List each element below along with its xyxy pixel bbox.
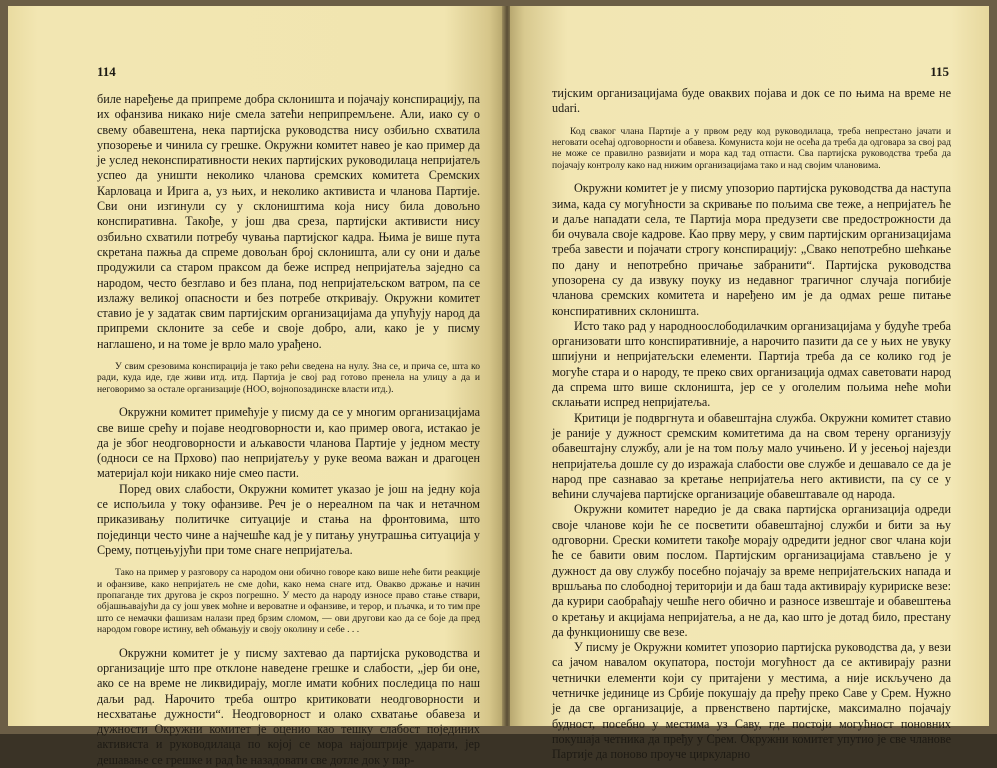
paragraph: Исто тако рад у народноослободилачким организацијама у будуће треба организовати што конспиративније, а нарочито пазити да се у њих не увуку шпијуни и непријатељски елементи. Партија треба да се колико год је могуће стара и о народу, те преко свих организација одмах саветовати народ да спрема што више склоништа, јер се у оголелим пољима неће моћи склањати испред непријатеља.	[552, 318, 951, 410]
paragraph: Окружни комитет је у писму захтевао да партијска руководства и организације што пре отклоне наведене грешке и слабости, „јер би оне, ако се на време не ликвидирају, могле имати кобних последица по наш даљи рад. Нарочито треба оштро критиковати неодговорности и несхватање дужности“. Неодговорност и олако схватање обавеза и дужности Окружни комитет је оценио као тешку слабост појединих активиста и руководилаца по којој се мора најоштрије ударати, јер дешавање се грешке и рад ће назадовати све дотле док у пар-	[97, 645, 480, 767]
paragraph: Поред ових слабости, Окружни комитет указао је још на једну која се испољила у току офанзиве. Реч је о нереалном па чак и нетачном приказивању политичке ситуације и стања на фронтовима, што појединци често чине а најчешће кад је у питању унутрашња ситуација у Срему, потцењујући при томе снаге непријатеља.	[97, 481, 480, 557]
paragraph: Окружни комитет примећује у писму да се у многим организацијама све више срећу и појаве неодговорности и, као пример овога, истакао је да је због неодговорности и аљкавости чланова Партије у једном месту (односи се на Прхово) пао непријатељу у руке веома важан и драгоцен материјал који никако није смео пасти.	[97, 405, 480, 481]
right-page	[510, 6, 989, 762]
paragraph: Окружни комитет наредио је да свака партијска организација одреди своје чланове који ће се посветити обавештајној служби и бити за њу одговорни. Срески комитети такође морају одредити једног свог члана који ће се бавити овим послом. Партијским организацијама стављено је у дужност да ову службу посебно појачају за време непријатељских напада и вршљања по слободној територији и да баш тада активирају куририске везе: да курири саобраћају чешће него обично и разносе извештаје и обавештења о кретању и акцијама непријатеља, а не да, као што је дотад било, престану да функционишу све везе.	[552, 502, 951, 639]
left-page-text	[97, 92, 480, 768]
page-number-right: 115	[930, 64, 949, 79]
paragraph: биле наређење да припреме добра склоништа и појачају конспирацију, па их офанзива никако није смела затећи неприпремљене. Али, иако су о свему обавештена, нека партијска руководства нису озбиљно схватила упозорење и чинила су грешке. Окружни комитет навео је као пример да је услед неконспиративности неких партијских руководилаца непријатељ успео да уништи неколико чланова сремских комитета Сремских Карловаца и Ирига а, уз њих, и неколико активиста и чланова Партије. Сви они изгинули су у склоништима која нису била довољно конспиративна. Такође, у још два среза, партијски активисти нису озбиљно схватили потребу чувања партијског кадра. Њима је више пута скретана пажња да спреме довољан број склоништа, али су они и даље продужили са старом праксом да беже испред непријатеља заједно са народом, често безглаво и без плана, под непријатељском ватром, па се излажу великој опасности и без потребе откривају. Окружни комитет ставио је у задатак свим партијским организацијама да упућују народ да припреми склоните за себе и своје добро, али, како је у писму наглашено, и на томе је врло мало урађено.	[97, 92, 480, 351]
left-page	[8, 6, 504, 767]
quoted-note: Код сваког члана Партије а у првом реду код руководилаца, треба непрестано јачати и неговати осећај одговорности и обавеза. Комуниста који не осећа да треба да одговара за свој рад не може се правилно развијати и мора кад тад отпасти. Сва партијска руководства треба да појачају контролу како над нижим организацијама тако и над својим члановима.	[552, 125, 952, 171]
paragraph: тијским организацијама буде оваквих појава и док се по њима на време не udari.	[552, 86, 951, 116]
page-number-left: 114	[97, 64, 116, 79]
right-page-text	[552, 86, 951, 763]
paragraph: Окружни комитет је у писму упозорио партијска руководства да наступа зима, када су могућности за скривање по пољима све теже, а непријатељ ће и даље нападати села, те Партија мора предузети све предострожности да би очувала своје кадрове. Као прву меру, у свим партијским организацијама треба завести и појачати строгу конспирацију: „Свако непотребно шећкање по дану и непотребно причање забранити“. Партијска руководства упозорена су да извуку поуку из недавног трагичног случаја погибије чланова сремских комитета и наређено им је да одмах реше питање конспиративних склоништа.	[552, 181, 951, 318]
quoted-note: У свим срезовима конспирација је тако рећи сведена на нулу. Зна се, и прича се, шта ко ради, куда иде, где живи итд. итд. Партија је свој рад готово пренела на улицу а да и неговоримо за остале организације (НОО, војнопозадинске власти итд.).	[97, 361, 480, 395]
paragraph: У писму је Окружни комитет упозорио партијска руководства да, у вези са јачом навалом окупатора, постоји могућност да се активирају разни четнички елементи који су притајени у местима, а није искључено да четничке јединице из Србије покушају да пређу преко Саве у Срем. Нужно је да све организације, а првенствено партијске, максимално појачају будност, посебно у местима уз Саву, где постоји могућност поновних покушаја четника да пређу у Срем. Окружни комитет упутио је све чланове Партије да поново проуче циркуларно	[552, 640, 951, 762]
paragraph: Критици је подвргнута и обавештајна служба. Окружни комитет ставио је раније у дужност сремским комитетима да на свом терену организују обавештајну службу, али је на том пољу мало учињено. И у јесењој најезди непријатеља дошле су до изражаја слабости ове службе и дешавало се да је народ пре сазнавао за кретање непријатеља него активисти, па су се у већини случајева партијске организације обавештавале од народа.	[552, 410, 951, 502]
quoted-note: Тако на пример у разговору са народом они обично говоре како више неће бити реакције и офанзиве, како непријатељ не сме доћи, како нема снаге итд. Овакво држање и начин пропаганде тих другова је скроз погрешно. У место да народу износе право стање ствари, објашњавајући да су још увек моћне и вероватне и офанзиве, и терор, и пљачка, и то тим пре што се немачки фашизам налази пред брзим сломом, — ови другови кao да се боје да пред народом говоре истину, већ обмањују и своју околину и себе . . .	[97, 567, 480, 636]
